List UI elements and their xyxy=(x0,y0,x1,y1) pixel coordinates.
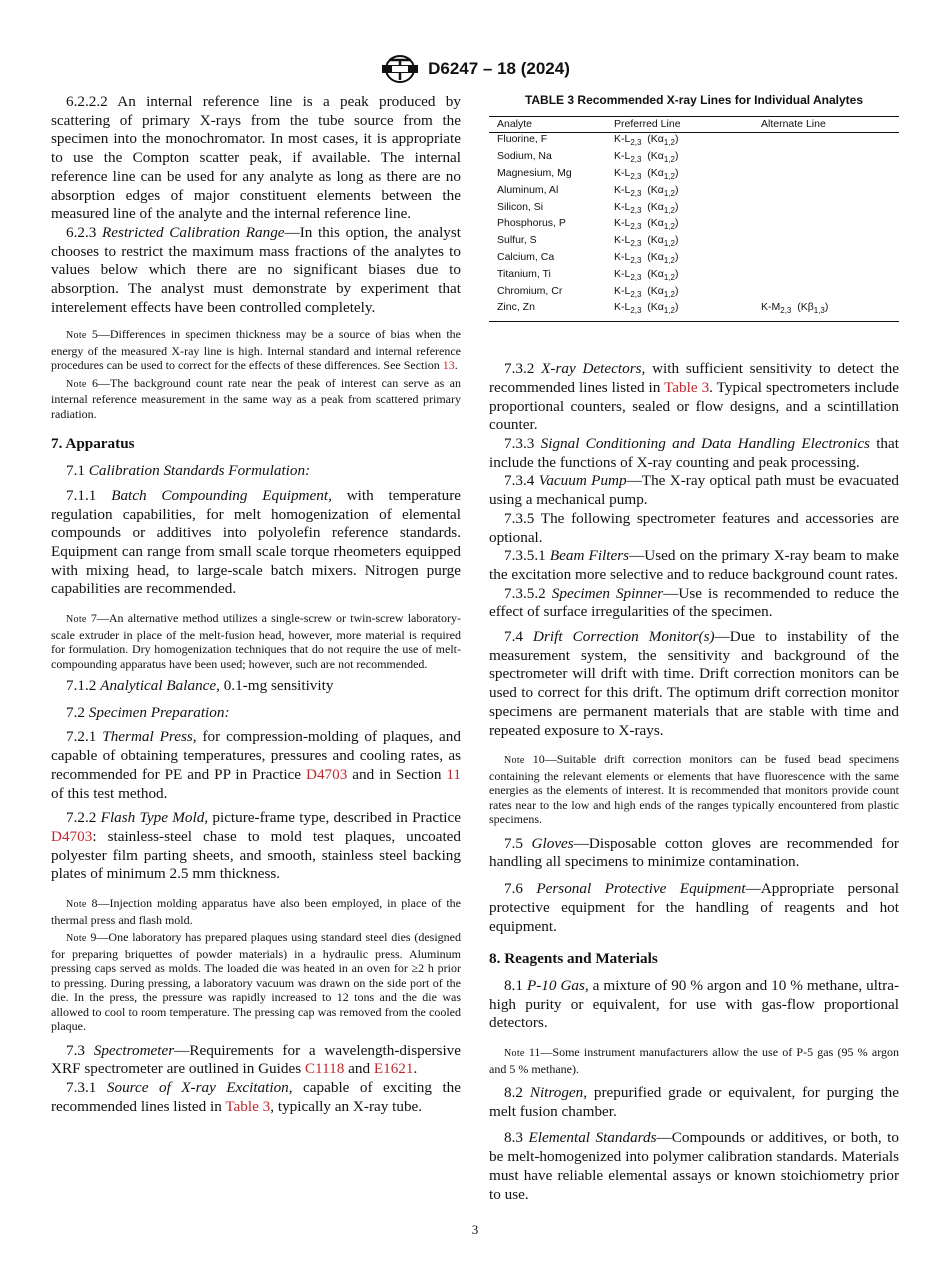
analyte-cell: Chromium, Cr xyxy=(497,284,563,297)
table-row xyxy=(489,201,899,218)
para-7-1-1: 7.1.1 Batch Compounding Equipment, with temperature regulation capabilities, for melt homogenization of elemental compounds or additives into polyolefin reference standards. Equipment can range from small scale torque rheometers equipped with mixing head, to large-scale batch mixers. Nitrogen purge capabilities are recommended. xyxy=(51,486,462,598)
analyte-cell: Calcium, Ca xyxy=(497,250,555,263)
preferred-line-cell: $K-L_{2,3}$ $(K\alpha_{1,2})$ xyxy=(614,150,679,165)
preferred-line-cell: $K-L_{2,3}$ $(K\alpha_{1,2})$ xyxy=(614,234,679,249)
para-7-3-5: 7.3.5 The following spectrometer features and accessories are optional. xyxy=(489,509,899,546)
table-row xyxy=(489,217,899,234)
analyte-cell: Silicon, Si xyxy=(497,200,544,213)
para-7-1: 7.1 Calibration Standards Formulation: xyxy=(66,462,311,480)
preferred-line-cell: $K-L_{2,3}$ $(K\alpha_{1,2})$ xyxy=(614,167,679,182)
para-7-4: 7.4 Drift Correction Monitor(s)—Due to instability of the measurement system, the sensitivity and background of the spectrometer will drift with time. Drift correction monitors can be used to correct for this drift. The optimum drift correction monitor specimens are permanent materials that are stable with time and repeated exposure to X-rays. xyxy=(489,628,900,739)
para-7-3-4: 7.3.4 Vacuum Pump—The X-ray optical path must be evacuated using a mechanical pump. xyxy=(489,472,900,509)
note-6: Note 6—The background count rate near the peak of interest can serve as an internal reference measurement in the same way as a peak from scattered primary radiation. xyxy=(51,375,461,421)
left-column xyxy=(51,93,461,1116)
col-header-analyte: Analyte xyxy=(489,116,606,133)
preferred-line-cell: $K-L_{2,3}$ $(K\alpha_{1,2})$ xyxy=(614,284,679,299)
analyte-cell: Titanium, Ti xyxy=(497,267,551,280)
right-column xyxy=(489,93,899,1204)
preferred-line-cell: $K-L_{2,3}$ $(K\alpha_{1,2})$ xyxy=(606,301,753,321)
para-7-3-5-2: 7.3.5.2 Specimen Spinner—Use is recommended to reduce the effect of surface irregularities of the specimen. xyxy=(489,584,899,621)
alternate-line-cell xyxy=(753,167,899,184)
table-row xyxy=(489,150,899,167)
note-5: Note 5—Differences in specimen thickness may be a source of bias when the energy of the measured X-ray line is high. Internal standard and internal reference procedures can be used to correct for the effects of these differences. See Section 13. xyxy=(51,327,461,373)
astm-logo-icon xyxy=(380,54,420,84)
preferred-line-cell: $K-L_{2,3}$ $(K\alpha_{1,2})$ xyxy=(614,183,679,198)
para-7-5: 7.5 Gloves—Disposable cotton gloves are recommended for handling all specimens to minimize contamination. xyxy=(489,834,899,871)
alternate-line-cell xyxy=(753,184,899,201)
para-8-3: 8.3 Elemental Standards—Compounds or additives, or both, to be melt-homogenized into polymer calibration standards. Materials must have reliable elemental assays or known stoichiometry prior to use. xyxy=(489,1129,899,1203)
analyte-cell: Aluminum, Al xyxy=(497,183,559,196)
alternate-line-cell xyxy=(753,234,899,251)
analyte-cell: Sulfur, S xyxy=(497,234,537,247)
page-number: 3 xyxy=(471,1222,479,1237)
para-7-3-1: 7.3.1 Source of X-ray Excitation, capable of exciting the recommended lines listed in Table 3, typically an X-ray tube. xyxy=(51,1079,462,1115)
section-13-link[interactable]: 13 xyxy=(442,358,455,373)
table-row xyxy=(489,285,899,302)
note-8: Note 8—Injection molding apparatus have also been employed, in place of the thermal press and flash mold. xyxy=(51,896,461,927)
d4703-link[interactable]: D4703 xyxy=(306,765,348,783)
para-8-1: 8.1 P-10 Gas, a mixture of 90 % argon and 10 % methane, ultra-high purity or equivalent, for use with gas-flow proportional detectors. xyxy=(489,976,900,1032)
table-3-title: TABLE 3 Recommended X-ray Lines for Individual Analytes xyxy=(524,93,864,107)
table-row xyxy=(489,301,899,321)
preferred-line-cell: $K-L_{2,3}$ $(K\alpha_{1,2})$ xyxy=(614,250,679,266)
analyte-cell: Phosphorus, P xyxy=(497,217,566,230)
table-header-row xyxy=(489,116,899,133)
para-6-2-2-2: 6.2.2.2 An internal reference line is a peak produced by scattering of primary X-rays from the tube source from the specimen into the monochromator. In most cases, it is appropriate to use the Compton scatter peak, if available. The internal reference line can be used for any analyte as long as there are no absorption edges of major constituent elements between the measured line of the analyte and the internal reference line. xyxy=(51,93,461,223)
table-3 xyxy=(489,116,899,322)
note-10: Note 10—Suitable drift correction monitors can be fused bead specimens containing the relevant elements or elements that have fluorescence with the same energies as the elements of interest. It is recommended that monitors provide count rates near to the low and high ends of the ranges typically encountered from plastic specimens. xyxy=(489,752,899,827)
table-row xyxy=(489,184,899,201)
para-6-2-3: 6.2.3 Restricted Calibration Range—In this option, the analyst chooses to restrict the maximum mass fractions of the analytes to values below which there are no significant biases due to absorption. The analyst must demonstrate by experiment that interelement effects have been controlled completely. xyxy=(51,223,462,316)
note-9: Note 9—One laboratory has prepared plaques using standard steel dies (designed for preparing briquettes of powder materials) in a hydraulic press. Aluminum pressing caps served as molds. The loaded die was heated in an oven for ≥2 h prior to pressing. During pressing, a laboratory vacuum was drawn on the side port of the die. In the press, the pressure was rapidly increased to 12 tons and the die was allowed to cool to room temperature. The pressing cap was removed from the cooled plaque. xyxy=(51,930,461,1034)
para-7-1-2: 7.1.2 Analytical Balance, 0.1-mg sensitivity xyxy=(66,677,334,695)
note-7: Note 7—An alternative method utilizes a single-screw or twin-screw laboratory-scale extruder in place of the melt-fusion head, however, more material is required for formulation. Dry homogenization techniques that do not require the use of melt-compounding apparatus have been used; however, such are not recommended. xyxy=(51,611,461,671)
table-row xyxy=(489,268,899,285)
analyte-cell: Zinc, Zn xyxy=(489,301,606,321)
para-7-3-3: 7.3.3 Signal Conditioning and Data Handling Electronics that include the functions of X-ray counting and peak processing. xyxy=(489,434,899,471)
table-row xyxy=(489,251,899,268)
page-header xyxy=(0,54,950,84)
alternate-line-cell: $K-M_{2,3}$ $(K\beta_{1,3})$ xyxy=(753,301,899,321)
alternate-line-cell xyxy=(753,201,899,218)
para-7-3-2: 7.3.2 X-ray Detectors, with sufficient sensitivity to detect the recommended lines listed in Table 3. Typical spectrometers include proportional counters, sealed or flow designs, and a scintillation counter. xyxy=(489,360,900,434)
preferred-line-cell: $K-L_{2,3}$ $(K\alpha_{1,2})$ xyxy=(614,267,679,282)
para-7-3: 7.3 Spectrometer—Requirements for a wavelength-dispersive XRF spectrometer are outlined in Guides C1118 and E1621. xyxy=(51,1041,462,1078)
table-3-link-2[interactable]: Table 3 xyxy=(664,378,710,396)
alternate-line-cell xyxy=(753,251,899,268)
section-7-heading: 7. Apparatus xyxy=(51,435,135,453)
document-designation: D6247 – 18 (2024) xyxy=(428,59,570,78)
analyte-cell: Fluorine, F xyxy=(497,133,548,146)
analyte-cell: Magnesium, Mg xyxy=(497,167,572,179)
analyte-cell: Sodium, Na xyxy=(497,150,552,163)
preferred-line-cell: $K-L_{2,3}$ $(K\alpha_{1,2})$ xyxy=(614,200,679,215)
para-7-2: 7.2 Specimen Preparation: xyxy=(66,703,230,721)
preferred-line-cell: $K-L_{2,3}$ $(K\alpha_{1,2})$ xyxy=(614,133,679,148)
table-row xyxy=(489,133,899,150)
table-3-link[interactable]: Table 3 xyxy=(225,1097,271,1115)
preferred-line-cell: $K-L_{2,3}$ $(K\alpha_{1,2})$ xyxy=(614,217,679,232)
alternate-line-cell xyxy=(753,217,899,234)
note-11: Note 11—Some instrument manufacturers allow the use of P-5 gas (95 % argon and 5 % methane). xyxy=(489,1045,899,1076)
alternate-line-cell xyxy=(753,268,899,285)
col-header-alternate: Alternate Line xyxy=(753,116,899,133)
para-7-6: 7.6 Personal Protective Equipment—Appropriate personal protective equipment for the handling of reagents and hot equipment. xyxy=(489,880,899,935)
alternate-line-cell xyxy=(753,150,899,167)
alternate-line-cell xyxy=(753,133,899,150)
c1118-link[interactable]: C1118 xyxy=(304,1060,345,1078)
para-7-3-5-1: 7.3.5.1 Beam Filters—Used on the primary X-ray beam to make the excitation more selective and to reduce background count rates. xyxy=(489,547,900,583)
e1621-link[interactable]: E1621 xyxy=(373,1060,414,1078)
para-7-2-2: 7.2.2 Flash Type Mold, picture-frame type, described in Practice D4703: stainless-steel chase to mold test plaques, uncoated polyester film parting sheets, and smooth, stainless steel backing plates of minimum 2.5 mm thickness. xyxy=(51,809,462,883)
section-11-link[interactable]: 11 xyxy=(446,765,462,783)
table-row xyxy=(489,167,899,184)
d4703-link-2[interactable]: D4703 xyxy=(51,827,93,845)
para-7-2-1: 7.2.1 Thermal Press, for compression-molding of plaques, and capable of obtaining temperatures, pressures and cooling rates, as recommended for PE and PP in Practice D4703 and in Section 11 of this test method. xyxy=(51,728,462,802)
section-8-heading: 8. Reagents and Materials xyxy=(489,950,658,968)
para-8-2: 8.2 Nitrogen, prepurified grade or equivalent, for purging the melt fusion chamber. xyxy=(489,1084,899,1120)
alternate-line-cell xyxy=(753,285,899,302)
table-row xyxy=(489,234,899,251)
col-header-preferred: Preferred Line xyxy=(606,116,753,133)
